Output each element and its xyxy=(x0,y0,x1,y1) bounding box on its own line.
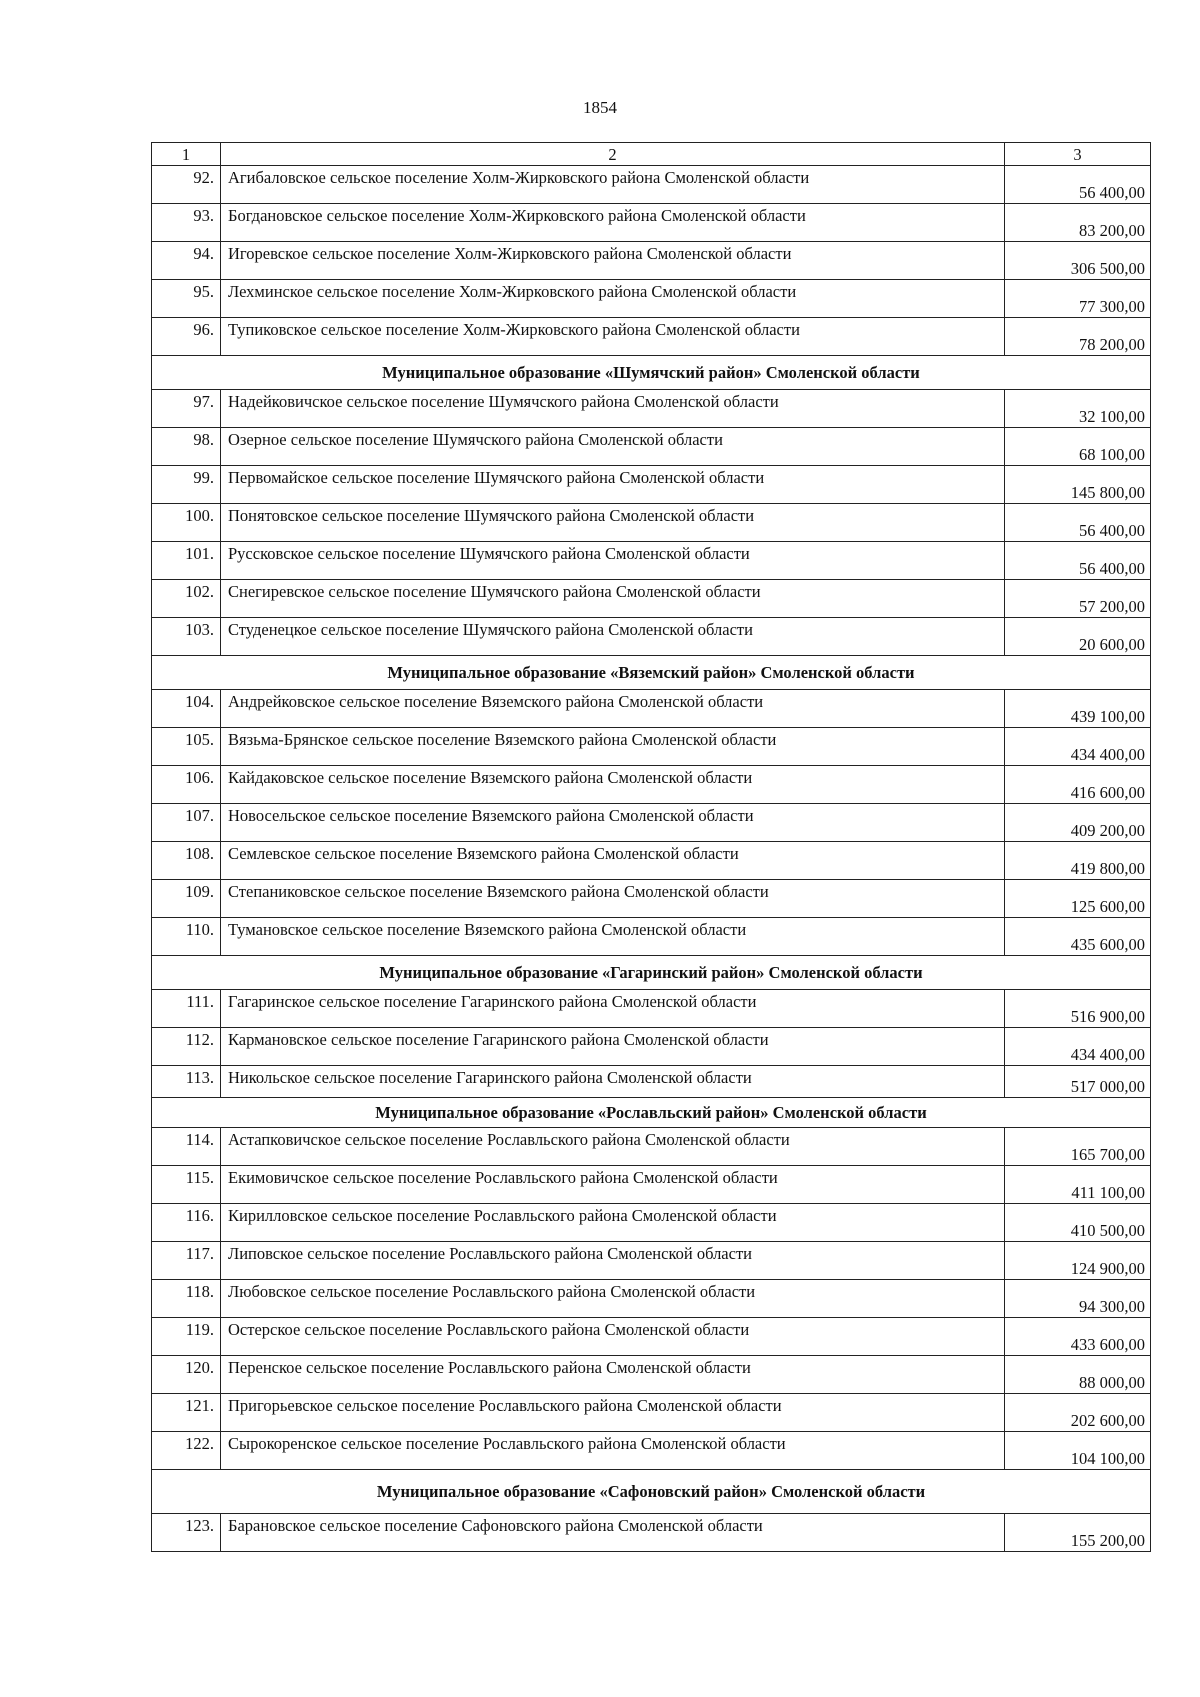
amount-cell: 145 800,00 xyxy=(1005,466,1151,504)
table-row xyxy=(152,1128,1151,1166)
settlement-name: Екимовичское сельское поселение Рославльского района Смоленской области xyxy=(221,1166,1005,1204)
row-number: 110. xyxy=(152,918,221,956)
table-row xyxy=(152,1514,1151,1552)
row-number: 116. xyxy=(152,1204,221,1242)
table-row xyxy=(152,1394,1151,1432)
amount-cell: 125 600,00 xyxy=(1005,880,1151,918)
table-row xyxy=(152,728,1151,766)
header-col-2: 2 xyxy=(221,143,1005,166)
amount-cell: 77 300,00 xyxy=(1005,280,1151,318)
header-col-1: 1 xyxy=(152,143,221,166)
settlement-name: Семлевское сельское поселение Вяземского района Смоленской области xyxy=(221,842,1005,880)
row-number: 95. xyxy=(152,280,221,318)
section-header-row xyxy=(152,1470,1151,1514)
table-row xyxy=(152,1242,1151,1280)
section-header-row xyxy=(152,1098,1151,1128)
row-number: 121. xyxy=(152,1394,221,1432)
page-number: 1854 xyxy=(583,98,617,117)
amount-cell: 202 600,00 xyxy=(1005,1394,1151,1432)
row-number: 98. xyxy=(152,428,221,466)
row-number: 104. xyxy=(152,690,221,728)
row-number: 119. xyxy=(152,1318,221,1356)
settlement-name: Любовское сельское поселение Рославльского района Смоленской области xyxy=(221,1280,1005,1318)
settlement-name: Кайдаковское сельское поселение Вяземского района Смоленской области xyxy=(221,766,1005,804)
settlement-name: Андрейковское сельское поселение Вяземского района Смоленской области xyxy=(221,690,1005,728)
row-number: 99. xyxy=(152,466,221,504)
row-number: 123. xyxy=(152,1514,221,1552)
row-number: 118. xyxy=(152,1280,221,1318)
settlement-name: Гагаринское сельское поселение Гагаринского района Смоленской области xyxy=(221,990,1005,1028)
amount-cell: 104 100,00 xyxy=(1005,1432,1151,1470)
settlement-name: Снегиревское сельское поселение Шумячского района Смоленской области xyxy=(221,580,1005,618)
table-row xyxy=(152,1356,1151,1394)
settlement-name: Остерское сельское поселение Рославльского района Смоленской области xyxy=(221,1318,1005,1356)
amount-cell: 94 300,00 xyxy=(1005,1280,1151,1318)
row-number: 114. xyxy=(152,1128,221,1166)
table-row xyxy=(152,766,1151,804)
section-title: Муниципальное образование «Гагаринский район» Смоленской области xyxy=(152,956,1151,990)
settlement-name: Степаниковское сельское поселение Вяземского района Смоленской области xyxy=(221,880,1005,918)
table-row xyxy=(152,804,1151,842)
settlement-name: Студенецкое сельское поселение Шумячского района Смоленской области xyxy=(221,618,1005,656)
amount-cell: 419 800,00 xyxy=(1005,842,1151,880)
table-row xyxy=(152,204,1151,242)
table-row xyxy=(152,280,1151,318)
row-number: 101. xyxy=(152,542,221,580)
section-header-row xyxy=(152,656,1151,690)
amount-cell: 57 200,00 xyxy=(1005,580,1151,618)
settlement-name: Липовское сельское поселение Рославльского района Смоленской области xyxy=(221,1242,1005,1280)
amount-cell: 68 100,00 xyxy=(1005,428,1151,466)
amount-cell: 416 600,00 xyxy=(1005,766,1151,804)
row-number: 100. xyxy=(152,504,221,542)
amount-cell: 306 500,00 xyxy=(1005,242,1151,280)
settlement-name: Тупиковское сельское поселение Холм-Жирковского района Смоленской области xyxy=(221,318,1005,356)
amount-cell: 410 500,00 xyxy=(1005,1204,1151,1242)
row-number: 94. xyxy=(152,242,221,280)
amount-cell: 124 900,00 xyxy=(1005,1242,1151,1280)
settlement-name: Игоревское сельское поселение Холм-Жирковского района Смоленской области xyxy=(221,242,1005,280)
amount-cell: 516 900,00 xyxy=(1005,990,1151,1028)
row-number: 112. xyxy=(152,1028,221,1066)
amount-cell: 435 600,00 xyxy=(1005,918,1151,956)
table-row xyxy=(152,580,1151,618)
settlement-name: Руссковское сельское поселение Шумячского района Смоленской области xyxy=(221,542,1005,580)
table-row xyxy=(152,918,1151,956)
table-row xyxy=(152,428,1151,466)
table-row xyxy=(152,1280,1151,1318)
row-number: 93. xyxy=(152,204,221,242)
settlement-name: Кирилловское сельское поселение Рославльского района Смоленской области xyxy=(221,1204,1005,1242)
amount-cell: 433 600,00 xyxy=(1005,1318,1151,1356)
table-row xyxy=(152,242,1151,280)
table-row xyxy=(152,618,1151,656)
row-number: 115. xyxy=(152,1166,221,1204)
row-number: 109. xyxy=(152,880,221,918)
row-number: 106. xyxy=(152,766,221,804)
settlement-name: Сырокоренское сельское поселение Рославльского района Смоленской области xyxy=(221,1432,1005,1470)
amount-cell: 434 400,00 xyxy=(1005,1028,1151,1066)
settlement-name: Понятовское сельское поселение Шумячского района Смоленской области xyxy=(221,504,1005,542)
settlement-name: Первомайское сельское поселение Шумячского района Смоленской области xyxy=(221,466,1005,504)
amount-cell: 517 000,00 xyxy=(1005,1066,1151,1098)
table-row xyxy=(152,990,1151,1028)
row-number: 92. xyxy=(152,166,221,204)
settlement-name: Вязьма-Брянское сельское поселение Вяземского района Смоленской области xyxy=(221,728,1005,766)
settlement-name: Лехминское сельское поселение Холм-Жирковского района Смоленской области xyxy=(221,280,1005,318)
amount-cell: 56 400,00 xyxy=(1005,166,1151,204)
table-row xyxy=(152,1432,1151,1470)
table-row xyxy=(152,166,1151,204)
table-row xyxy=(152,1028,1151,1066)
row-number: 96. xyxy=(152,318,221,356)
table-row xyxy=(152,504,1151,542)
amount-cell: 434 400,00 xyxy=(1005,728,1151,766)
amount-cell: 20 600,00 xyxy=(1005,618,1151,656)
table-row xyxy=(152,1318,1151,1356)
settlement-name: Астапковичское сельское поселение Рославльского района Смоленской области xyxy=(221,1128,1005,1166)
table-row xyxy=(152,880,1151,918)
settlement-name: Барановское сельское поселение Сафоновского района Смоленской области xyxy=(221,1514,1005,1552)
row-number: 117. xyxy=(152,1242,221,1280)
settlement-name: Надейковичское сельское поселение Шумячского района Смоленской области xyxy=(221,390,1005,428)
section-header-row xyxy=(152,356,1151,390)
amount-cell: 56 400,00 xyxy=(1005,504,1151,542)
table-row xyxy=(152,542,1151,580)
table-row xyxy=(152,1204,1151,1242)
section-title: Муниципальное образование «Вяземский район» Смоленской области xyxy=(152,656,1151,690)
section-title: Муниципальное образование «Шумячский район» Смоленской области xyxy=(152,356,1151,390)
table-row xyxy=(152,1066,1151,1098)
row-number: 108. xyxy=(152,842,221,880)
settlement-name: Кармановское сельское поселение Гагаринского района Смоленской области xyxy=(221,1028,1005,1066)
row-number: 107. xyxy=(152,804,221,842)
settlement-name: Перенское сельское поселение Рославльского района Смоленской области xyxy=(221,1356,1005,1394)
settlement-name: Пригорьевское сельское поселение Рославльского района Смоленской области xyxy=(221,1394,1005,1432)
table-header-row xyxy=(152,143,1151,166)
row-number: 120. xyxy=(152,1356,221,1394)
amount-cell: 32 100,00 xyxy=(1005,390,1151,428)
table-row xyxy=(152,466,1151,504)
settlement-name: Агибаловское сельское поселение Холм-Жирковского района Смоленской области xyxy=(221,166,1005,204)
row-number: 97. xyxy=(152,390,221,428)
amount-cell: 83 200,00 xyxy=(1005,204,1151,242)
table-row xyxy=(152,1166,1151,1204)
amount-cell: 88 000,00 xyxy=(1005,1356,1151,1394)
header-col-3: 3 xyxy=(1005,143,1151,166)
amount-cell: 78 200,00 xyxy=(1005,318,1151,356)
section-header-row xyxy=(152,956,1151,990)
amount-cell: 56 400,00 xyxy=(1005,542,1151,580)
section-title: Муниципальное образование «Сафоновский район» Смоленской области xyxy=(152,1470,1151,1514)
settlement-name: Новосельское сельское поселение Вяземского района Смоленской области xyxy=(221,804,1005,842)
table-row xyxy=(152,842,1151,880)
amount-cell: 439 100,00 xyxy=(1005,690,1151,728)
amount-cell: 155 200,00 xyxy=(1005,1514,1151,1552)
row-number: 113. xyxy=(152,1066,221,1098)
row-number: 122. xyxy=(152,1432,221,1470)
table-row xyxy=(152,390,1151,428)
settlement-name: Озерное сельское поселение Шумячского района Смоленской области xyxy=(221,428,1005,466)
amount-cell: 409 200,00 xyxy=(1005,804,1151,842)
amount-cell: 411 100,00 xyxy=(1005,1166,1151,1204)
table-row xyxy=(152,318,1151,356)
row-number: 111. xyxy=(152,990,221,1028)
budget-table xyxy=(151,142,1151,1552)
row-number: 103. xyxy=(152,618,221,656)
row-number: 102. xyxy=(152,580,221,618)
settlement-name: Тумановское сельское поселение Вяземского района Смоленской области xyxy=(221,918,1005,956)
row-number: 105. xyxy=(152,728,221,766)
section-title: Муниципальное образование «Рославльский район» Смоленской области xyxy=(152,1098,1151,1128)
settlement-name: Богдановское сельское поселение Холм-Жирковского района Смоленской области xyxy=(221,204,1005,242)
amount-cell: 165 700,00 xyxy=(1005,1128,1151,1166)
settlement-name: Никольское сельское поселение Гагаринского района Смоленской области xyxy=(221,1066,1005,1098)
table-row xyxy=(152,690,1151,728)
